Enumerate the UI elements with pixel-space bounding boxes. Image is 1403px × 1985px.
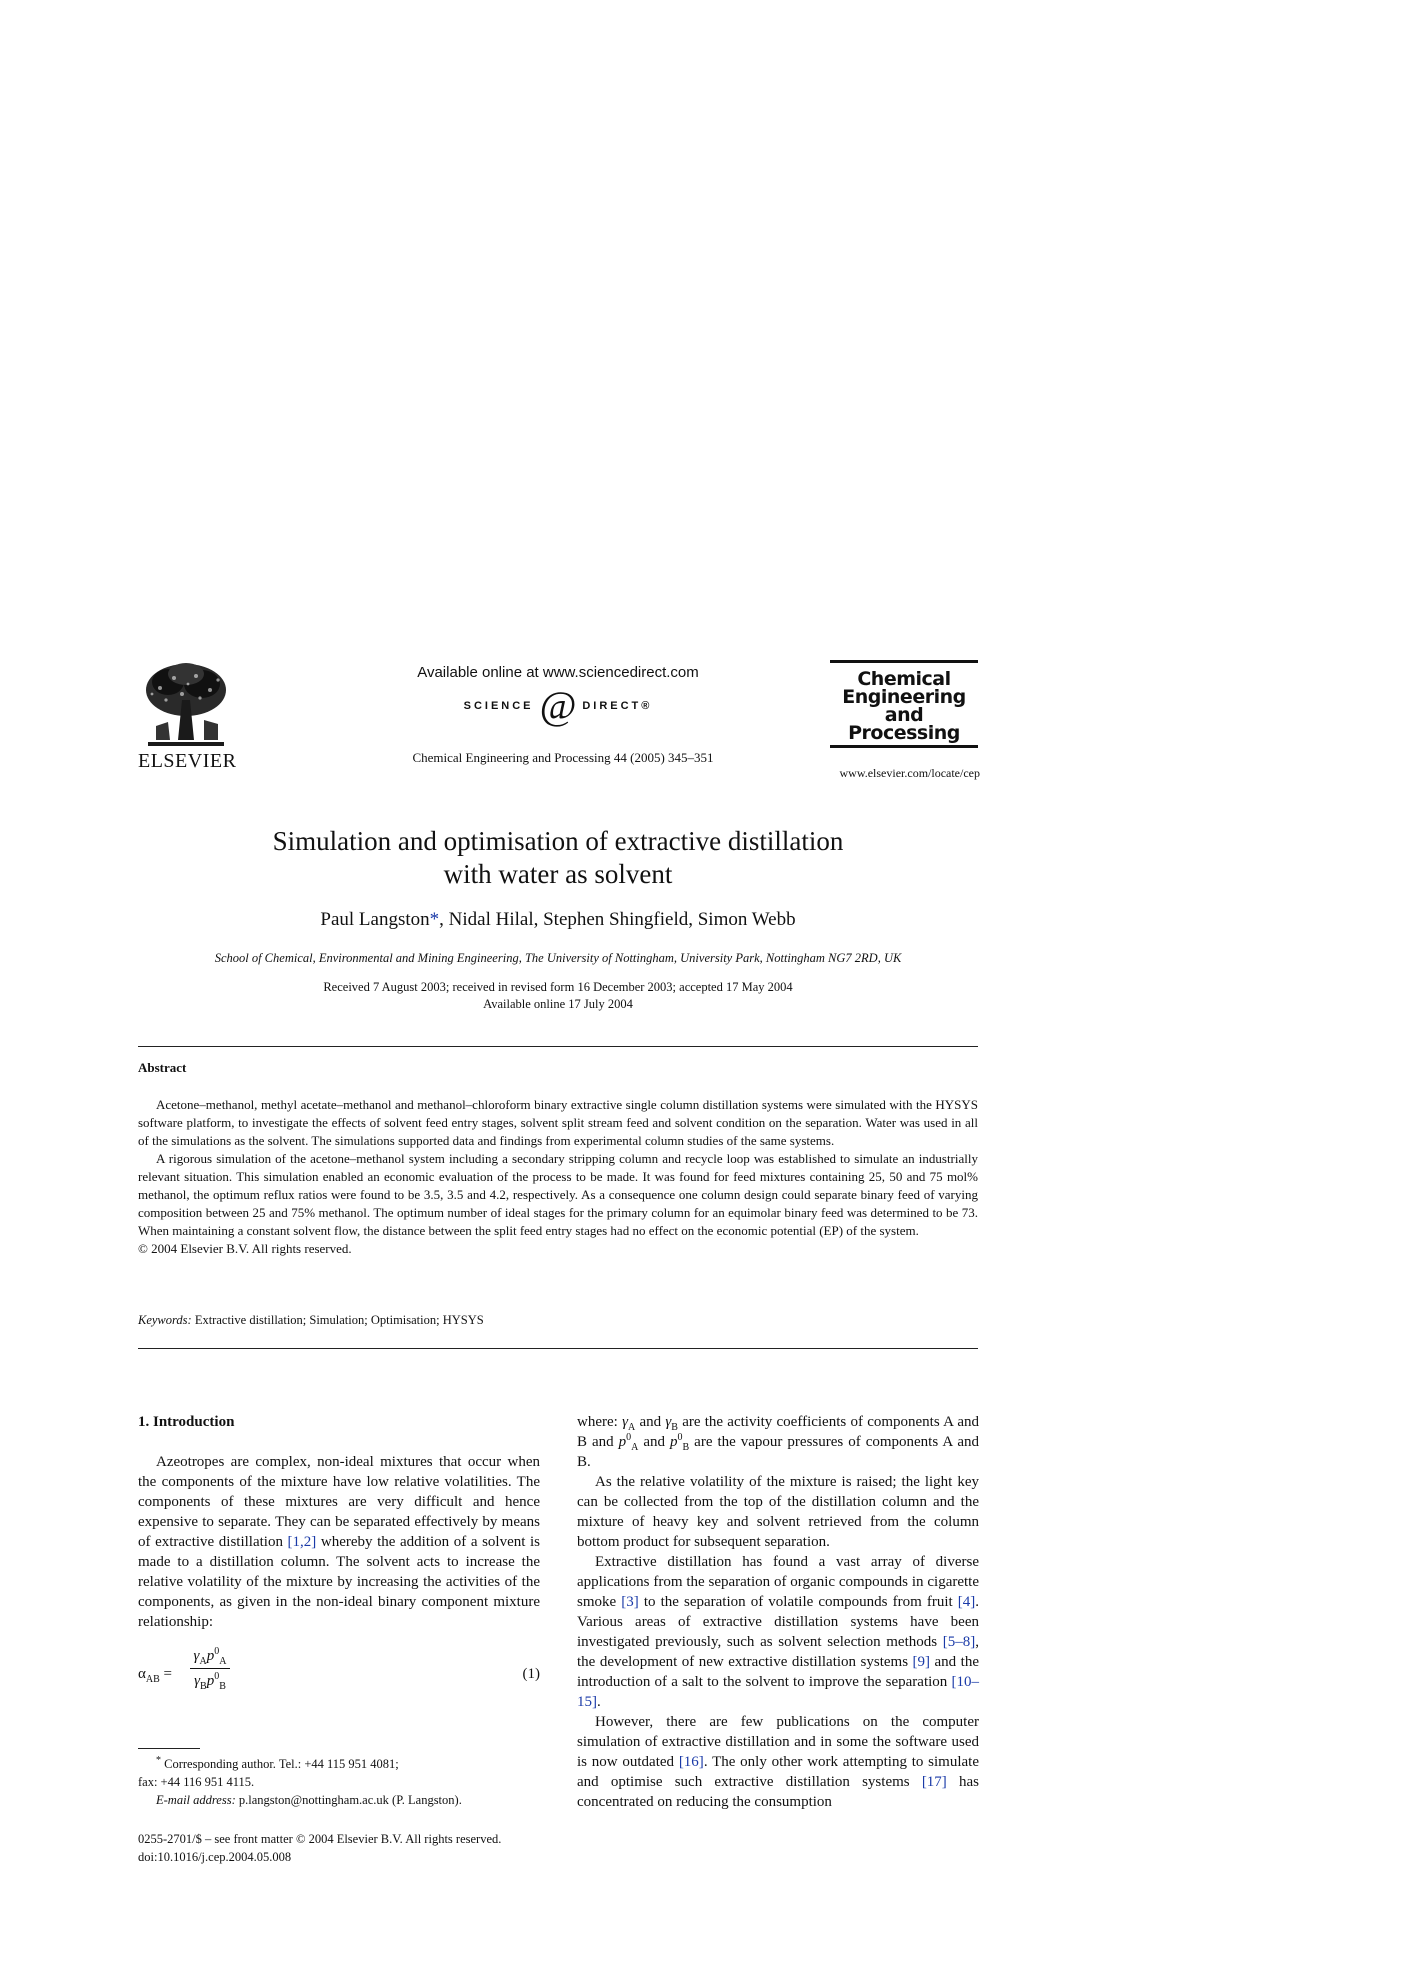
- title-line: Simulation and optimisation of extractive distillation: [272, 826, 844, 856]
- body-paragraph: As the relative volatility of the mixture is raised; the light key can be collected from the top of the distillation column and the mixture of heavy key and solvent retrieved from the column bottom product for subsequent separation.: [577, 1474, 979, 1550]
- abstract-paragraph: A rigorous simulation of the acetone–methanol system including a secondary stripping column and recycle loop was established to simulate an industrially relevant situation. This simulation enabled an economic evaluation of the process to be made. It was found for feed mixtures containing 25, 50 and 75 mol% methanol, the optimum reflux ratios were found to be 3.5, 3.5 and 4.2, respectively. As a consequence one column design could separate binary feed of varying composition between 25 and 75% methanol. The optimum number of ideal stages for the primary column for an equimolar binary feed was determined to be 73. When maintaining a constant solvent flow, the distance between the split feed entry stages had no effect on the economic potential (EP) of the system.: [138, 1151, 978, 1238]
- body-column-right: [577, 1412, 979, 1812]
- issn-doi-block: [138, 1830, 558, 1866]
- citation-link[interactable]: [16]: [678, 1754, 704, 1770]
- article-title: [138, 825, 978, 891]
- science-word: SCIENCE: [463, 700, 534, 712]
- received-dates: Received 7 August 2003; received in revised form 16 December 2003; accepted 17 May 2004: [323, 980, 793, 994]
- journal-logo-line: Engineering: [842, 686, 966, 708]
- doi-line[interactable]: doi:10.1016/j.cep.2004.05.008: [138, 1850, 292, 1864]
- citation-link[interactable]: [5–8]: [942, 1634, 976, 1650]
- at-icon: @: [539, 683, 577, 728]
- tree-icon: [138, 660, 234, 748]
- email-footnote: E-mail address: p.langston@nottingham.ac.uk (P. Langston).: [156, 1793, 462, 1807]
- body-paragraph: Azeotropes are complex, non-ideal mixtures that occur when the components of the mixture have low relative volatilities. The components of these mixtures are very difficult and hence expensive to separate. They can be separated effectively by means of extractive distillation [1,2] whereby the addition of a solvent is made to a distillation column. The solvent acts to increase the relative volatility of the mixture by increasing the activities of the components, as given in the non-ideal binary component mixture relationship:: [138, 1454, 540, 1630]
- abstract-body: [138, 1096, 978, 1258]
- equation-1: [138, 1646, 540, 1702]
- issn-line: 0255-2701/$ – see front matter © 2004 Elsevier B.V. All rights reserved.: [138, 1832, 502, 1846]
- equation-lhs: $\alpha_{AB}$ =: [138, 1666, 172, 1685]
- available-online-date: Available online 17 July 2004: [483, 997, 633, 1011]
- corresponding-author-footnote: * Corresponding author. Tel.: +44 115 951 4081;: [156, 1754, 399, 1771]
- body-paragraph: Extractive distillation has found a vast array of diverse applications from the separation of organic compounds in cigarette smoke [3] to the separation of volatile compounds from fruit [4]. Various areas of extractive distillation systems have been investigated previously, such as solvent selection methods [5–8], the development of new extractive distillation systems [9] and the introduction of a salt to the solvent to improve the separation [10–15].: [577, 1554, 979, 1710]
- email-address[interactable]: p.langston@nottingham.ac.uk (P. Langston).: [235, 1793, 462, 1807]
- title-line: with water as solvent: [443, 859, 673, 889]
- journal-logo-line: Chemical: [857, 668, 951, 690]
- journal-logo-rule-bottom: [830, 745, 978, 748]
- equation-fraction: [190, 1646, 230, 1691]
- abstract-heading: Abstract: [138, 1060, 187, 1075]
- elsevier-wordmark: ELSEVIER: [138, 750, 237, 772]
- equation-number: (1): [522, 1666, 540, 1682]
- body-paragraph: where: $\gamma_A$ and $\gamma_B$ are the activity coefficients of components A and B and $p^0_A$ and $p^0_B$ are the vapour pressures of components A and B.: [577, 1414, 979, 1470]
- journal-url[interactable]: www.elsevier.com/locate/cep: [839, 766, 980, 780]
- journal-logo-text: [830, 666, 978, 745]
- divider: [138, 1046, 978, 1047]
- body-column-left: [138, 1412, 540, 1702]
- author-name: Paul Langston: [320, 909, 430, 930]
- citation-link[interactable]: [9]: [912, 1654, 931, 1670]
- copyright-notice: © 2004 Elsevier B.V. All rights reserved.: [138, 1241, 352, 1256]
- direct-word: DIRECT®: [582, 700, 653, 712]
- affiliation: School of Chemical, Environmental and Mining Engineering, The University of Nottingham, University Park, Nottingham NG7 2RD, UK: [214, 951, 902, 965]
- citation-link[interactable]: [4]: [957, 1594, 976, 1610]
- journal-logo-line: and: [884, 704, 924, 726]
- journal-logo-line: Processing: [848, 722, 960, 744]
- article-dates: [138, 979, 978, 1013]
- divider: [138, 1348, 978, 1349]
- keywords-label: Keywords:: [138, 1313, 192, 1327]
- abstract-paragraph: Acetone–methanol, methyl acetate–methanol and methanol–chloroform binary extractive single column distillation systems were simulated with the HYSYS software platform, to investigate the effects of solvent feed entry stages, solvent split stream feed and solvent condition on the separation. Water was used in all of the simulations as the solvent. The simulations supported data and findings from experimental column studies of the same systems.: [138, 1097, 978, 1148]
- citation-link[interactable]: [3]: [621, 1594, 639, 1610]
- equation-denominator: $\gamma_Bp^0_B$: [194, 1671, 226, 1692]
- keywords-list: Extractive distillation; Simulation; Optimisation; HYSYS: [191, 1313, 484, 1327]
- section-heading: 1. Introduction: [138, 1414, 235, 1430]
- author-list: [138, 909, 978, 931]
- footnote-rule: [138, 1748, 200, 1749]
- author-names-rest: , Nidal Hilal, Stephen Shingfield, Simon Webb: [439, 909, 796, 930]
- keywords: [138, 1313, 978, 1328]
- journal-citation: Chemical Engineering and Processing 44 (2005) 345–351: [412, 750, 714, 765]
- available-online-notice[interactable]: Available online at www.sciencedirect.com: [417, 664, 699, 681]
- equation-numerator: $\gamma_Ap^0_A$: [190, 1646, 230, 1669]
- body-paragraph: However, there are few publications on the computer simulation of extractive distillation and in some the software used is now outdated [16]. The only other work attempting to simulate and optimise such extractive distillation systems [17] has concentrated on reducing the consumption: [577, 1714, 980, 1810]
- footnotes: [138, 1755, 548, 1809]
- citation-link[interactable]: [17]: [921, 1774, 947, 1790]
- citation-link[interactable]: [10–15]: [577, 1674, 979, 1710]
- citation-link[interactable]: [1,2]: [287, 1534, 317, 1550]
- fax-footnote: fax: +44 116 951 4115.: [138, 1775, 255, 1789]
- journal-logo-rule-top: [830, 660, 978, 663]
- sciencedirect-logo: [388, 683, 728, 728]
- journal-header: [138, 660, 978, 790]
- corresponding-author-link[interactable]: *: [429, 909, 440, 930]
- journal-logo: [830, 660, 978, 760]
